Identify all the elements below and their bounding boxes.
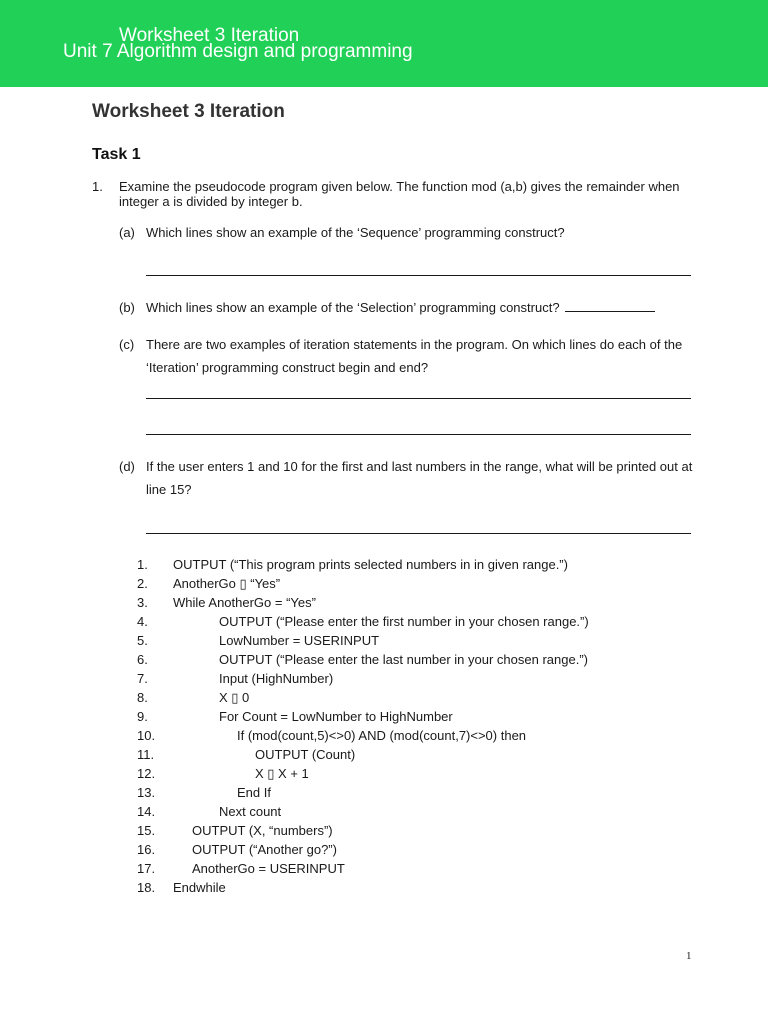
subquestion-a-text: Which lines show an example of the ‘Sequence’ programming construct? [146,225,565,240]
code-line-text: X ▯ X + 1 [255,766,309,781]
code-line-text: While AnotherGo = “Yes” [173,595,316,610]
code-line-number: 14. [137,804,156,819]
code-line [0,745,768,764]
code-line-text: Endwhile [173,880,226,895]
answer-line-c1[interactable] [146,398,691,399]
code-line-text: Next count [219,804,282,819]
code-line-text: OUTPUT (X, “numbers”) [192,823,333,838]
subquestion-b-row [146,296,694,319]
code-line-text: OUTPUT (“This program prints selected numbers in in given range.”) [173,557,568,572]
page-number: 1 [686,950,692,962]
code-line-number: 5. [137,633,148,648]
code-line-text: Input (HighNumber) [219,671,334,686]
code-line [0,764,768,783]
code-line-number: 17. [137,861,156,876]
code-line-number: 18. [137,880,156,895]
code-line-number: 16. [137,842,156,857]
header-banner [0,0,768,87]
code-line [0,783,768,802]
question-number: 1. [92,179,103,194]
answer-line-d[interactable] [146,533,691,534]
code-line-text: End If [237,785,271,800]
subquestion-d-label: (d) [119,459,135,474]
subquestion-b-text: Which lines show an example of the ‘Selection’ programming construct? [146,300,560,315]
code-line-number: 4. [137,614,148,629]
code-line-number: 2. [137,576,148,591]
answer-line-a[interactable] [146,275,691,276]
code-line-number: 12. [137,766,156,781]
code-line-text: If (mod(count,5)<>0) AND (mod(count,7)<>0) then [237,728,527,743]
code-line [0,593,768,612]
code-line-text: OUTPUT (“Another go?”) [192,842,337,857]
code-line [0,840,768,859]
code-line-text: AnotherGo = USERINPUT [192,861,345,876]
code-line-number: 15. [137,823,156,838]
code-line-number: 9. [137,709,148,724]
code-line-number: 10. [137,728,156,743]
code-line [0,859,768,878]
code-line-number: 13. [137,785,156,800]
subquestion-c-text: There are two examples of iteration statements in the program. On which lines do each of the ‘Iteration’ programming construct begin and end? [146,337,683,375]
code-line [0,802,768,821]
code-line-text: OUTPUT (“Please enter the last number in your chosen range.”) [219,652,588,667]
subquestion-a-label: (a) [119,225,135,240]
task-heading: Task 1 [92,146,141,163]
code-line-number: 6. [137,652,148,667]
code-line-text: AnotherGo ▯ “Yes” [173,576,281,591]
code-line [0,707,768,726]
code-line [0,555,768,574]
document-title: Worksheet 3 Iteration [92,101,285,122]
code-line [0,821,768,840]
question-text: Examine the pseudocode program given below. The function mod (a,b) gives the remainder when integer a is divided by integer b. [119,179,680,209]
header-subtitle: Unit 7 Algorithm design and programming [63,41,413,62]
code-line-text: X ▯ 0 [219,690,250,705]
code-line [0,612,768,631]
code-line [0,688,768,707]
subquestion-c-label: (c) [119,337,135,352]
code-line-number: 1. [137,557,148,572]
code-line-number: 3. [137,595,148,610]
code-line-text: LowNumber = USERINPUT [219,633,380,648]
code-line [0,650,768,669]
code-line-number: 7. [137,671,148,686]
code-line-number: 8. [137,690,148,705]
answer-line-b[interactable] [565,310,655,312]
code-line [0,574,768,593]
subquestion-b-label: (b) [119,300,135,315]
code-line [0,669,768,688]
code-line-text: OUTPUT (“Please enter the first number in your chosen range.”) [219,614,589,629]
code-line-text: OUTPUT (Count) [255,747,356,762]
code-line-number: 11. [137,747,155,762]
header-title: Worksheet 3 Iteration [119,25,300,46]
code-line [0,726,768,745]
code-line [0,631,768,650]
answer-line-c2[interactable] [146,434,691,435]
code-line-text: For Count = LowNumber to HighNumber [219,709,453,724]
code-line [0,878,768,897]
subquestion-d-text: If the user enters 1 and 10 for the first and last numbers in the range, what will be printed out at line 15? [146,459,693,497]
